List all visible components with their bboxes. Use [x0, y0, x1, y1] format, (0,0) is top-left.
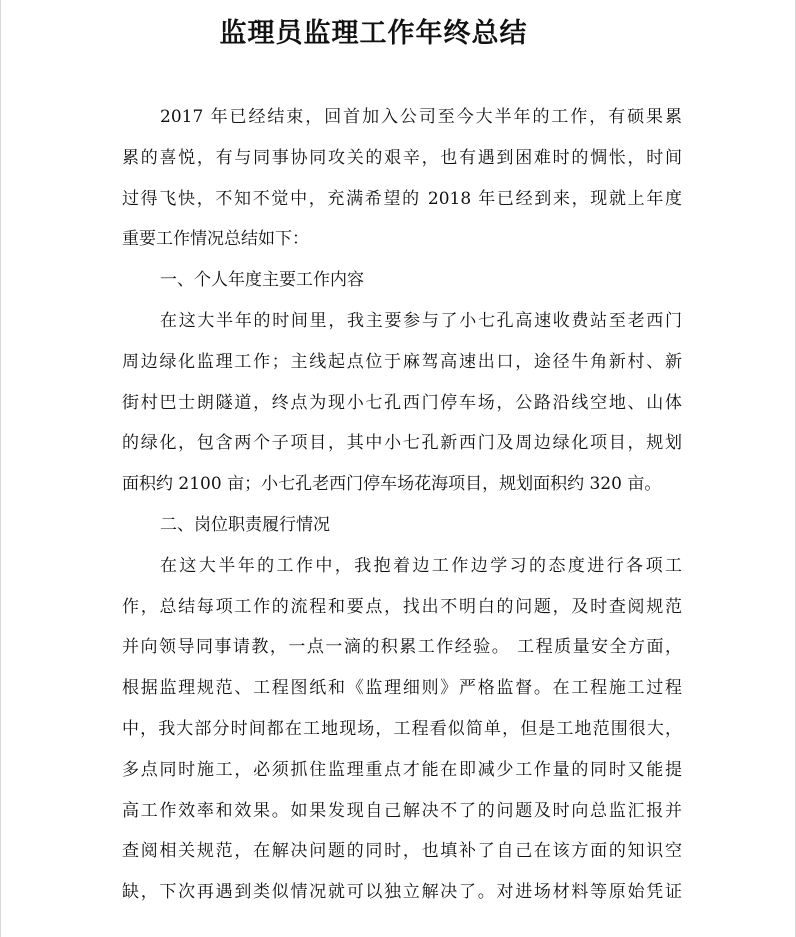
text-line: 面积约 2100 亩；小七孔老西门停车场花海项目，规划面积约 320 亩。	[122, 474, 662, 495]
section-heading-2: 二、岗位职责履行情况	[160, 514, 330, 535]
text-line: 重要工作情况总结如下：	[122, 229, 309, 250]
text-line: 根据监理规范、工程图纸和《监理细则》严格监督。在工程施工过程	[122, 678, 682, 699]
text-line: 中，我大部分时间都在工地现场，工程看似简单，但是工地范围很大，	[122, 718, 682, 739]
section-heading-1: 一、个人年度主要工作内容	[160, 270, 364, 291]
text-line: 多点同时施工，必须抓住监理重点才能在即减少工作量的同时又能提	[122, 759, 682, 780]
paragraph-duties	[122, 546, 682, 913]
text-line: 缺，下次再遇到类似情况就可以独立解决了。对进场材料等原始凭证	[122, 882, 682, 903]
text-line: 在这大半年的时间里，我主要参与了小七孔高速收费站至老西门	[160, 310, 682, 331]
text-line: 2017 年已经结束，回首加入公司至今大半年的工作，有硕果累	[160, 107, 682, 127]
text-line: 周边绿化监理工作；主线起点位于麻驾高速出口，途径牛角新村、新	[122, 351, 682, 372]
paragraph-work-content	[122, 301, 682, 505]
paragraph-intro	[122, 97, 682, 260]
text-line: 街村巴士朗隧道，终点为现小七孔西门停车场，公路沿线空地、山体	[122, 392, 682, 413]
text-line: 在这大半年的工作中，我抱着边工作边学习的态度进行各项工	[160, 555, 682, 576]
text-line: 作，总结每项工作的流程和要点，找出不明白的问题，及时查阅规范	[122, 596, 682, 617]
text-line: 的绿化，包含两个子项目，其中小七孔新西门及周边绿化项目，规划	[122, 433, 682, 454]
text-line: 累的喜悦，有与同事协同攻关的艰辛，也有遇到困难时的惆怅，时间	[122, 147, 682, 168]
text-line: 并向领导同事请教，一点一滴的积累工作经验。 工程质量安全方面，	[122, 637, 682, 658]
text-line: 过得飞快，不知不觉中，充满希望的 2018 年已经到来，现就上年度	[122, 188, 682, 209]
document-body	[122, 97, 682, 913]
document-title: 监理员监理工作年终总结	[219, 18, 528, 49]
text-line: 高工作效率和效果。如果发现自己解决不了的问题及时向总监汇报并	[122, 800, 682, 821]
text-line: 查阅相关规范，在解决问题的同时，也填补了自己在该方面的知识空	[122, 841, 682, 862]
